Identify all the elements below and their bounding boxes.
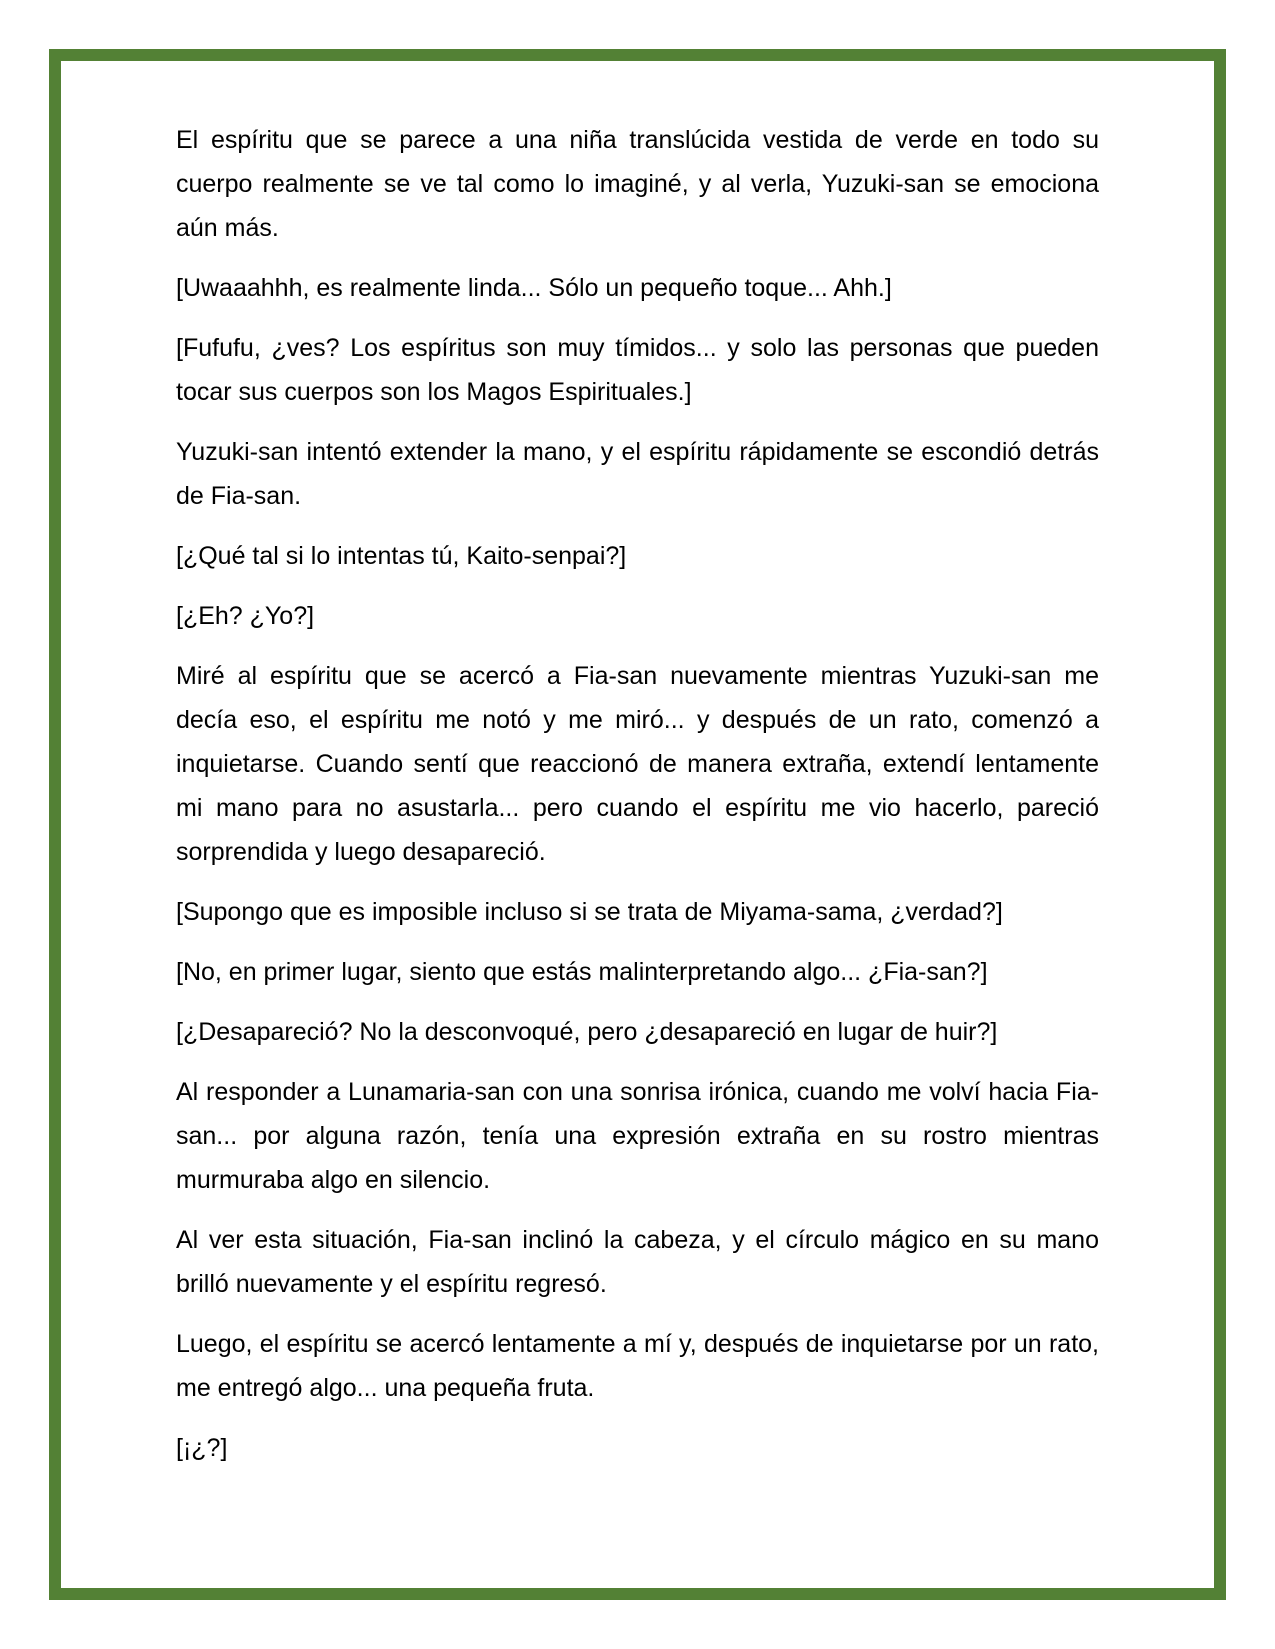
paragraph: El espíritu que se parece a una niña translúcida vestida de verde en todo su cuerpo realmente se ve tal como lo imaginé, y al verla, Yuzuki-san se emociona aún más. [176,126,1099,242]
paragraph: Luego, el espíritu se acercó lentamente a mí y, después de inquietarse por un rato, me entregó algo... una pequeña fruta. [176,1330,1099,1402]
paragraph: Al responder a Lunamaria-san con una sonrisa irónica, cuando me volví hacia Fia-san... por alguna razón, tenía una expresión extraña en su rostro mientras murmuraba algo en silencio. [176,1078,1099,1194]
paragraph: [¿Eh? ¿Yo?] [176,602,315,630]
paragraph: [¿Qué tal si lo intentas tú, Kaito-senpai?] [176,542,627,570]
paragraph: Yuzuki-san intentó extender la mano, y el espíritu rápidamente se escondió detrás de Fia-san. [176,438,1099,510]
paragraph: [Uwaaahhh, es realmente linda... Sólo un pequeño toque... Ahh.] [176,274,892,302]
paragraph: Miré al espíritu que se acercó a Fia-san nuevamente mientras Yuzuki-san me decía eso, el espíritu me notó y me miró... y después de un rato, comenzó a inquietarse. Cuando sentí que reaccionó de manera extraña, extendí lentamente mi mano para no asustarla... pero cuando el espíritu me vio hacerlo, pareció sorprendida y luego desapareció. [176,662,1099,866]
paragraph: [¿Desapareció? No la desconvoqué, pero ¿desapareció en lugar de huir?] [176,1018,998,1046]
paragraph: [No, en primer lugar, siento que estás malinterpretando algo... ¿Fia-san?] [176,958,988,986]
paragraph: Al ver esta situación, Fia-san inclinó la cabeza, y el círculo mágico en su mano brilló nuevamente y el espíritu regresó. [176,1226,1099,1298]
paragraph: [Supongo que es imposible incluso si se trata de Miyama-sama, ¿verdad?] [176,898,1003,926]
paragraph: [Fufufu, ¿ves? Los espíritus son muy tímidos... y solo las personas que pueden tocar sus cuerpos son los Magos Espirituales.] [176,334,1099,406]
paragraph: [¡¿?] [176,1434,228,1462]
page-body [176,118,1099,1486]
